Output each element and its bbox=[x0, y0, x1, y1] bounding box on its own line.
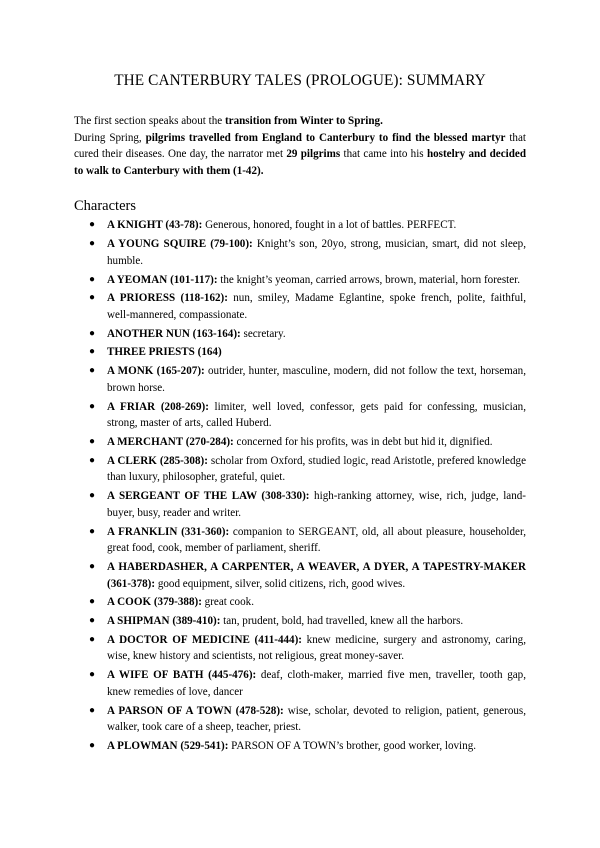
intro-text: that came into his bbox=[340, 148, 427, 161]
character-name: THREE PRIESTS (164) bbox=[107, 346, 222, 359]
bullet-icon: ● bbox=[89, 436, 96, 447]
bullet-icon: ● bbox=[89, 219, 96, 231]
character-description: Generous, honored, fought in a lot of battles. PERFECT. bbox=[202, 219, 457, 232]
character-item bbox=[74, 363, 526, 396]
bullet-icon: ● bbox=[89, 365, 96, 377]
character-name: A FRIAR (208-269): bbox=[107, 400, 209, 413]
bullet-icon: ● bbox=[89, 596, 96, 608]
intro-bold-text: hostelry and decided to walk to Canterbury with them (1-42). bbox=[74, 148, 526, 177]
character-item bbox=[74, 344, 526, 361]
bullet-icon: ● bbox=[89, 238, 96, 250]
character-description: Knight’s son, 20yo, strong, musician, smart, did not sleep, humble. bbox=[107, 238, 527, 267]
character-description: secretary. bbox=[240, 327, 286, 340]
bullet-icon: ● bbox=[89, 560, 96, 572]
character-description: good equipment, silver, solid citizens, rich, good wives. bbox=[155, 577, 406, 590]
character-item bbox=[74, 488, 526, 521]
intro-bold-text: pilgrims travelled from England to Canterbury to find the blessed martyr bbox=[145, 131, 506, 144]
character-name: A FRANKLIN (331-360): bbox=[107, 525, 230, 538]
character-name: A KNIGHT (43-78): bbox=[107, 219, 203, 232]
character-description: limiter, well loved, confessor, gets paid for confessing, musician, strong, master of arts, called Huberd. bbox=[107, 400, 526, 430]
intro-text: that cured their diseases. One day, the narrator met bbox=[74, 131, 526, 161]
intro-text: During Spring, bbox=[74, 131, 146, 144]
character-name: ANOTHER NUN (163-164): bbox=[107, 327, 241, 340]
bullet-icon: ● bbox=[89, 669, 96, 681]
intro-bold-text: transition from Winter to Spring. bbox=[224, 115, 383, 127]
character-description: scholar from Oxford, studied logic, read Aristotle, prefered knowledge than luxury, philosopher, grateful, quiet. bbox=[107, 454, 526, 484]
character-item bbox=[74, 559, 526, 592]
character-item bbox=[74, 594, 526, 611]
character-name: A COOK (379-388): bbox=[107, 596, 202, 609]
character-item bbox=[74, 434, 526, 451]
character-item bbox=[74, 399, 526, 432]
document-title: THE CANTERBURY TALES (PROLOGUE): SUMMARY bbox=[114, 72, 486, 89]
character-name: A WIFE OF BATH (445-476): bbox=[107, 669, 257, 682]
character-name: A YEOMAN (101-117): bbox=[107, 273, 218, 286]
bullet-icon: ● bbox=[89, 327, 96, 339]
intro-paragraph-2 bbox=[74, 130, 526, 180]
bullet-icon: ● bbox=[89, 454, 96, 466]
bullet-icon: ● bbox=[89, 615, 96, 627]
character-description: tan, prudent, bold, had travelled, knew all the harbors. bbox=[220, 615, 464, 628]
character-description: outrider, hunter, masculine, modern, did not follow the text, horseman, brown horse. bbox=[107, 365, 526, 394]
character-description: wise, scholar, devoted to religion, patient, generous, walker, took care of a sheep, teacher, priest. bbox=[107, 704, 527, 734]
character-name: A PLOWMAN (529-541): bbox=[107, 739, 229, 752]
character-item bbox=[74, 703, 526, 736]
characters-heading: Characters bbox=[74, 198, 136, 215]
bullet-icon: ● bbox=[89, 490, 96, 502]
character-item bbox=[74, 236, 526, 269]
character-description: PARSON OF A TOWN’s brother, good worker, loving. bbox=[228, 739, 477, 752]
character-item bbox=[74, 632, 526, 665]
character-description: concerned for his profits, was in debt but hid it, dignified. bbox=[233, 436, 493, 448]
character-description: deaf, cloth-maker, married five men, traveller, tooth gap, knew remedies of love, dancer bbox=[107, 669, 526, 698]
character-description: the knight’s yeoman, carried arrows, brown, material, horn forester. bbox=[217, 273, 521, 286]
bullet-icon: ● bbox=[89, 633, 96, 645]
character-description: companion to SERGEANT, old, all about pleasure, householder, great food, cook, member of parliament, sheriff. bbox=[107, 525, 526, 555]
character-item bbox=[74, 524, 526, 557]
character-name: A MONK (165-207): bbox=[107, 365, 205, 378]
character-item bbox=[74, 738, 526, 755]
character-name: A SHIPMAN (389-410): bbox=[107, 615, 221, 628]
bullet-icon: ● bbox=[89, 273, 96, 285]
bullet-icon: ● bbox=[89, 346, 96, 358]
character-name: A YOUNG SQUIRE (79-100): bbox=[107, 238, 253, 251]
character-item bbox=[74, 272, 526, 289]
character-item bbox=[74, 217, 526, 234]
character-name: A CLERK (285-308): bbox=[107, 454, 208, 467]
characters-list bbox=[74, 217, 526, 754]
character-item bbox=[74, 613, 526, 630]
bullet-icon: ● bbox=[89, 739, 96, 751]
intro-paragraph-1 bbox=[74, 113, 526, 130]
character-name: A DOCTOR OF MEDICINE (411-444): bbox=[107, 633, 302, 646]
bullet-icon: ● bbox=[89, 400, 96, 412]
character-name: A PARSON OF A TOWN (478-528): bbox=[107, 704, 284, 717]
character-item bbox=[74, 667, 526, 700]
character-description: nun, smiley, Madame Eglantine, spoke french, polite, faithful, well-mannered, compassionate. bbox=[107, 292, 526, 321]
intro-text: The first section speaks about the bbox=[74, 115, 225, 127]
intro-section bbox=[74, 113, 526, 179]
bullet-icon: ● bbox=[89, 704, 96, 716]
character-description: knew medicine, surgery and astronomy, caring, wise, knew history and scientists, not religious, great money-saver. bbox=[107, 633, 526, 663]
character-item bbox=[74, 326, 526, 343]
character-item bbox=[74, 290, 526, 323]
character-name: A HABERDASHER, A CARPENTER, A WEAVER, A DYER, A TAPESTRY-MAKER (361-378): bbox=[107, 560, 526, 590]
bullet-icon: ● bbox=[89, 525, 96, 537]
character-item bbox=[74, 453, 526, 486]
character-name: A PRIORESS (118-162): bbox=[107, 292, 228, 305]
character-description: great cook. bbox=[201, 596, 254, 609]
character-name: A SERGEANT OF THE LAW (308-330): bbox=[107, 490, 310, 503]
bullet-icon: ● bbox=[89, 292, 96, 304]
character-name: A MERCHANT (270-284): bbox=[107, 436, 234, 448]
document-page bbox=[74, 72, 526, 757]
character-description: high-ranking attorney, wise, rich, judge, land-buyer, busy, reader and writer. bbox=[107, 490, 526, 519]
intro-bold-text: 29 pilgrims bbox=[286, 148, 341, 161]
